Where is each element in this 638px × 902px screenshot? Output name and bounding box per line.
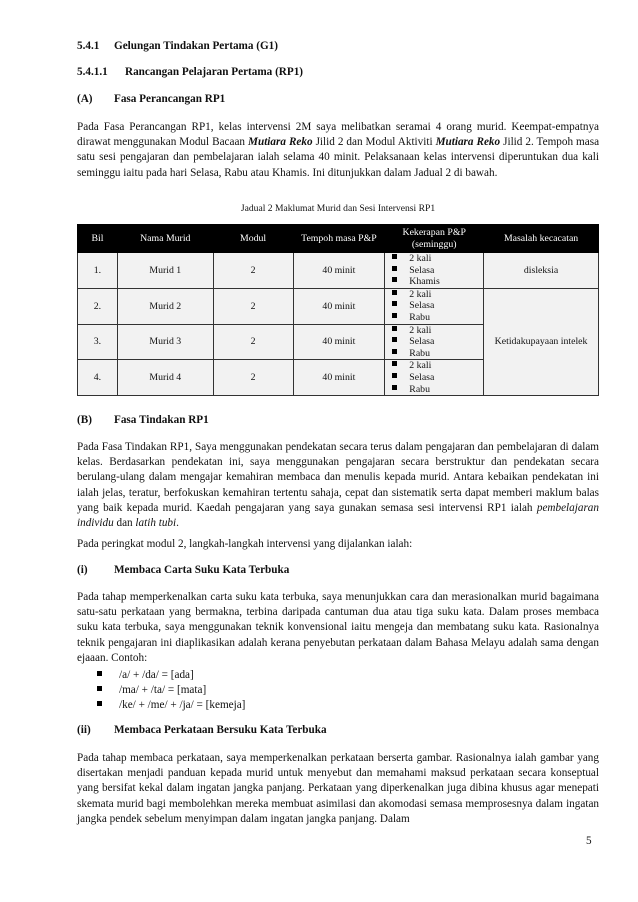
subheading-i: (i) Membaca Carta Suku Kata Terbuka — [77, 564, 290, 576]
list-item: Rabu — [392, 384, 483, 396]
subheading-b: (B) Fasa Tindakan RP1 — [77, 414, 209, 426]
bullet-square-icon — [392, 277, 397, 282]
bullet-square-icon — [392, 361, 397, 366]
header-modul: Modul — [213, 225, 293, 253]
section-heading-5-4-1-1: 5.4.1.1 Rancangan Pelajaran Pertama (RP1) — [77, 66, 304, 78]
bullet-square-icon — [392, 301, 397, 306]
list-item: Selasa — [392, 265, 483, 277]
cell-tempoh: 40 minit — [293, 288, 385, 324]
subheading-a: (A) Fasa Perancangan RP1 — [77, 93, 226, 105]
list-item: /a/ + /da/ = [ada] — [97, 668, 245, 683]
header-kekerapan: Kekerapan P&P (seminggu) — [385, 225, 484, 253]
list-item: Selasa — [392, 372, 483, 384]
section-heading-5-4-1: 5.4.1 Gelungan Tindakan Pertama (G1) — [77, 40, 279, 52]
paragraph-i: Pada tahap memperkenalkan carta suku kata terbuka, saya menunjukkan cara dan merasionalkan murid bagaimana satu-satu perkataan yang bermakna, terbina daripada cantuman dua atau tiga suku kata. Dalam proses membaca suku kata terbuka, saya menggunakan teknik konvensional iaitu mengeja dan membatang suku kata. Rasionalnya teknik pengajaran ini diaplikasikan adalah kerana penyebutan perkataan dalam Bahasa Melayu adalah sama dengan ejaaan. Contoh: — [77, 591, 599, 664]
table-header-row — [78, 225, 599, 253]
paragraph-a: Pada Fasa Perancangan RP1, kelas intervensi 2M saya melibatkan seramai 4 orang murid. Keempat-empatnya dirawat menggunakan Modul Bacaan Mutiara Reko Jilid 2 dan Modul Aktiviti Mutiara Reko Jilid 2. Tempoh masa satu sesi pengajaran dan pembelajaran ialah selama 40 minit. Pelaksanaan kelas intervensi diperuntukan dua kali seminggu iaitu pada hari Selasa, Rabu atau Khamis. Ini ditunjukkan dalam Jadual 2 di bawah. — [77, 121, 600, 179]
paragraph-modul: Pada peringkat modul 2, langkah-langkah intervensi yang dijalankan ialah: — [77, 538, 413, 550]
subheading-ii: (ii) Membaca Perkataan Bersuku Kata Terbuka — [77, 724, 327, 736]
list-item: Rabu — [392, 312, 483, 324]
bullet-square-icon — [392, 254, 397, 259]
bullet-square-icon — [392, 385, 397, 390]
cell-bil: 3. — [78, 324, 118, 360]
cell-kekerapan — [385, 360, 484, 396]
bullet-square-icon — [392, 326, 397, 331]
cell-modul: 2 — [213, 288, 293, 324]
cell-nama: Murid 2 — [117, 288, 213, 324]
cell-kekerapan — [385, 324, 484, 360]
cell-kekerapan — [385, 253, 484, 289]
paragraph-ii: Pada tahap membaca perkataan, saya memperkenalkan perkataan berserta gambar. Rasionalnya ialah gambar yang disertakan menjadi panduan kepada murid untuk menyebut dan memahami maksud perkataan secara konseptual yang bersifat kekal dalam ingatan jangka panjang. Perkataan yang diperkenalkan juga dibina khusus agar menepati skemata murid bagi membolehkan mereka membuat asimilasi dan akomodasi semasa memprosesnya dalam ingatan jangka pendek sebelum menyimpan dalam ingatan jangka panjang. Dalam — [77, 752, 599, 825]
header-nama-murid: Nama Murid — [117, 225, 213, 253]
cell-bil: 2. — [78, 288, 118, 324]
list-item: Selasa — [392, 336, 483, 348]
cell-nama: Murid 1 — [117, 253, 213, 289]
bullet-square-icon — [392, 313, 397, 318]
cell-bil: 4. — [78, 360, 118, 396]
cell-tempoh: 40 minit — [293, 324, 385, 360]
cell-modul: 2 — [213, 324, 293, 360]
list-item: 2 kali — [392, 325, 483, 337]
list-item: 2 kali — [392, 253, 483, 265]
page-number: 5 — [586, 835, 592, 847]
bullet-square-icon — [97, 671, 102, 676]
cell-tempoh: 40 minit — [293, 253, 385, 289]
bullet-square-icon — [392, 337, 397, 342]
list-item: Khamis — [392, 276, 483, 288]
cell-tempoh: 40 minit — [293, 360, 385, 396]
bullet-square-icon — [97, 701, 102, 706]
cell-kekerapan — [385, 288, 484, 324]
cell-masalah: disleksia — [484, 253, 599, 289]
student-info-table — [77, 224, 599, 396]
cell-nama: Murid 3 — [117, 324, 213, 360]
header-masalah: Masalah kecacatan — [484, 225, 599, 253]
list-item: /ke/ + /me/ + /ja/ = [kemeja] — [97, 698, 245, 713]
bullet-square-icon — [392, 349, 397, 354]
header-bil: Bil — [78, 225, 118, 253]
list-item: 2 kali — [392, 360, 483, 372]
cell-modul: 2 — [213, 253, 293, 289]
bullet-square-icon — [97, 686, 102, 691]
list-item: Selasa — [392, 300, 483, 312]
bullet-square-icon — [392, 373, 397, 378]
list-item: 2 kali — [392, 289, 483, 301]
cell-bil: 1. — [78, 253, 118, 289]
header-tempoh: Tempoh masa P&P — [293, 225, 385, 253]
list-item: /ma/ + /ta/ = [mata] — [97, 683, 245, 698]
list-item: Rabu — [392, 348, 483, 360]
bullet-square-icon — [392, 290, 397, 295]
example-list — [97, 668, 245, 713]
paragraph-b: Pada Fasa Tindakan RP1, Saya menggunakan pendekatan secara terus dalam pengajaran dan pembelajaran di dalam kelas. Berdasarkan pendekatan ini, saya menggunakan pengajaran secara berstruktur dan pendekatan secara berulang-ulang dalam mengajar kemahiran membaca dan menulis kepada murid. Antara kebaikan pendekatan ini ialah jelas, teratur, berfokuskan kemahiran tertentu sahaja, cepat dan sistematik serta dapat memberi maklum balas yang baik kepada murid. Kaedah pengajaran yang saya gunakan semasa sesi intervensi RP1 ialah pembelajaran individu dan latih tubi. — [77, 441, 599, 530]
table-row — [78, 253, 599, 289]
table-caption: Jadual 2 Maklumat Murid dan Sesi Intervensi RP1 — [240, 203, 436, 214]
table-row — [78, 288, 599, 324]
cell-nama: Murid 4 — [117, 360, 213, 396]
cell-modul: 2 — [213, 360, 293, 396]
cell-masalah-merged: Ketidakupayaan intelek — [484, 288, 599, 395]
bullet-square-icon — [392, 266, 397, 271]
